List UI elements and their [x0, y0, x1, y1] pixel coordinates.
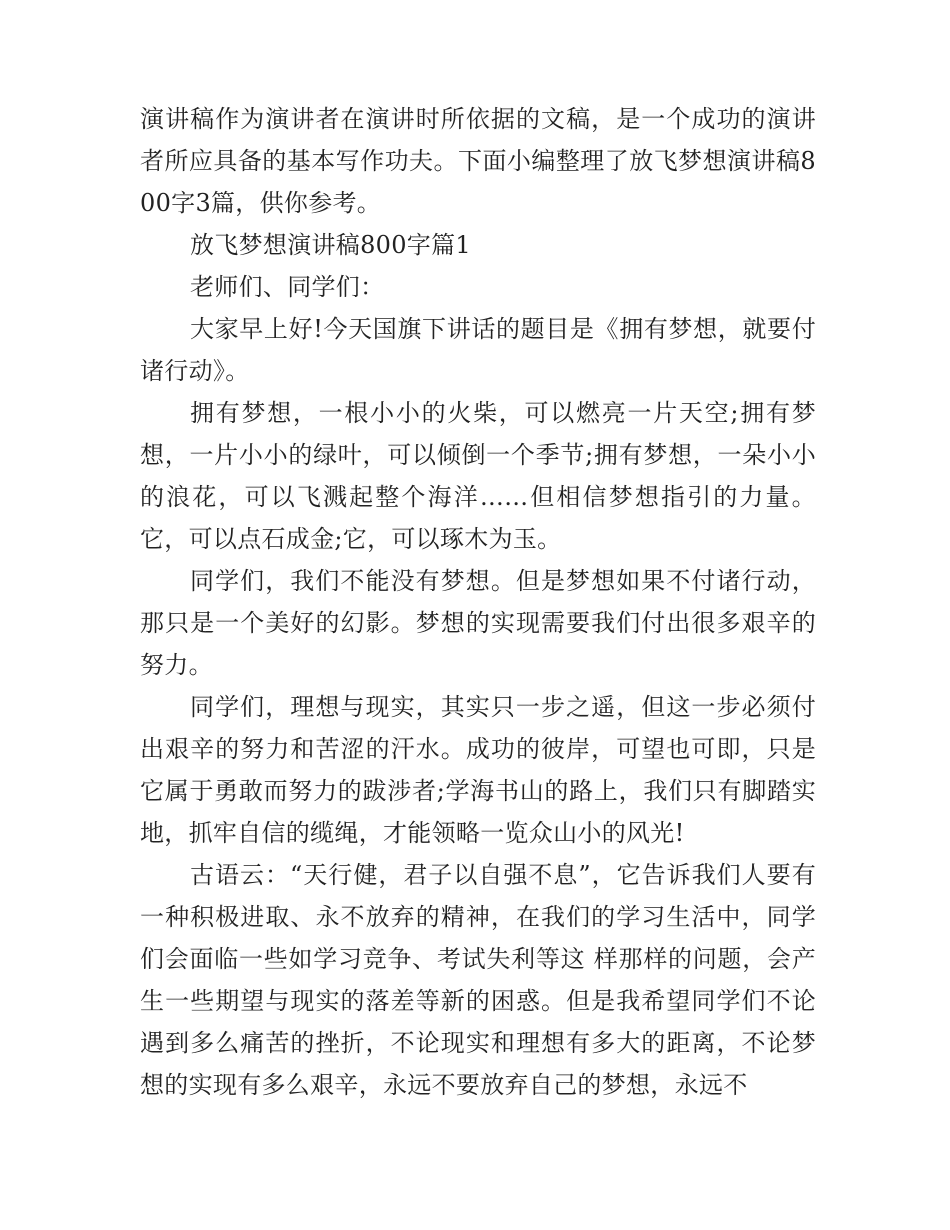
salutation: 老师们、同学们： — [190, 273, 385, 301]
document-body — [140, 98, 816, 1106]
effort-paragraph: 同学们，理想与现实，其实只一步之遥，但这一步必须付出艰辛的努力和苦涩的汗水。成功的彼岸，可望也可即，只是它属于勇敢而努力的跋涉者;学海书山的路上，我们只有脚踏实地，抓牢自信的缆绳，才能领略一览众山小的风光! — [140, 693, 816, 847]
dream-metaphor-paragraph: 拥有梦想，一根小小的火柴，可以燃亮一片天空;拥有梦想，一片小小的绿叶，可以倾倒一个季节;拥有梦想，一朵小小的浪花，可以飞溅起整个海洋……但相信梦想指引的力量。它，可以点石成金;它，可以琢木为玉。 — [140, 399, 816, 553]
action-paragraph: 同学们，我们不能没有梦想。但是梦想如果不付诸行动，那只是一个美好的幻影。梦想的实现需要我们付出很多艰辛的努力。 — [140, 567, 816, 679]
greeting-paragraph: 大家早上好!今天国旗下讲话的题目是《拥有梦想，就要付诸行动》。 — [140, 315, 816, 385]
intro-paragraph: 演讲稿作为演讲者在演讲时所依据的文稿，是一个成功的演讲者所应具备的基本写作功夫。下面小编整理了放飞梦想演讲稿800字3篇，供你参考。 — [140, 105, 816, 217]
section-heading: 放飞梦想演讲稿800字篇1 — [190, 231, 471, 259]
proverb-paragraph: 古语云：“天行健，君子以自强不息”，它告诉我们人要有一种积极进取、永不放弃的精神，在我们的学习生活中，同学们会面临一些如学习竞争、考试失利等这 样那样的问题，会产生一些期望与现实的落差等新的困惑。但是我希望同学们不论遇到多么痛苦的挫折，不论现实和理想有多大的距离，不论梦想的实现有多么艰辛，永远不要放弃自己的梦想，永远不 — [140, 861, 816, 1099]
